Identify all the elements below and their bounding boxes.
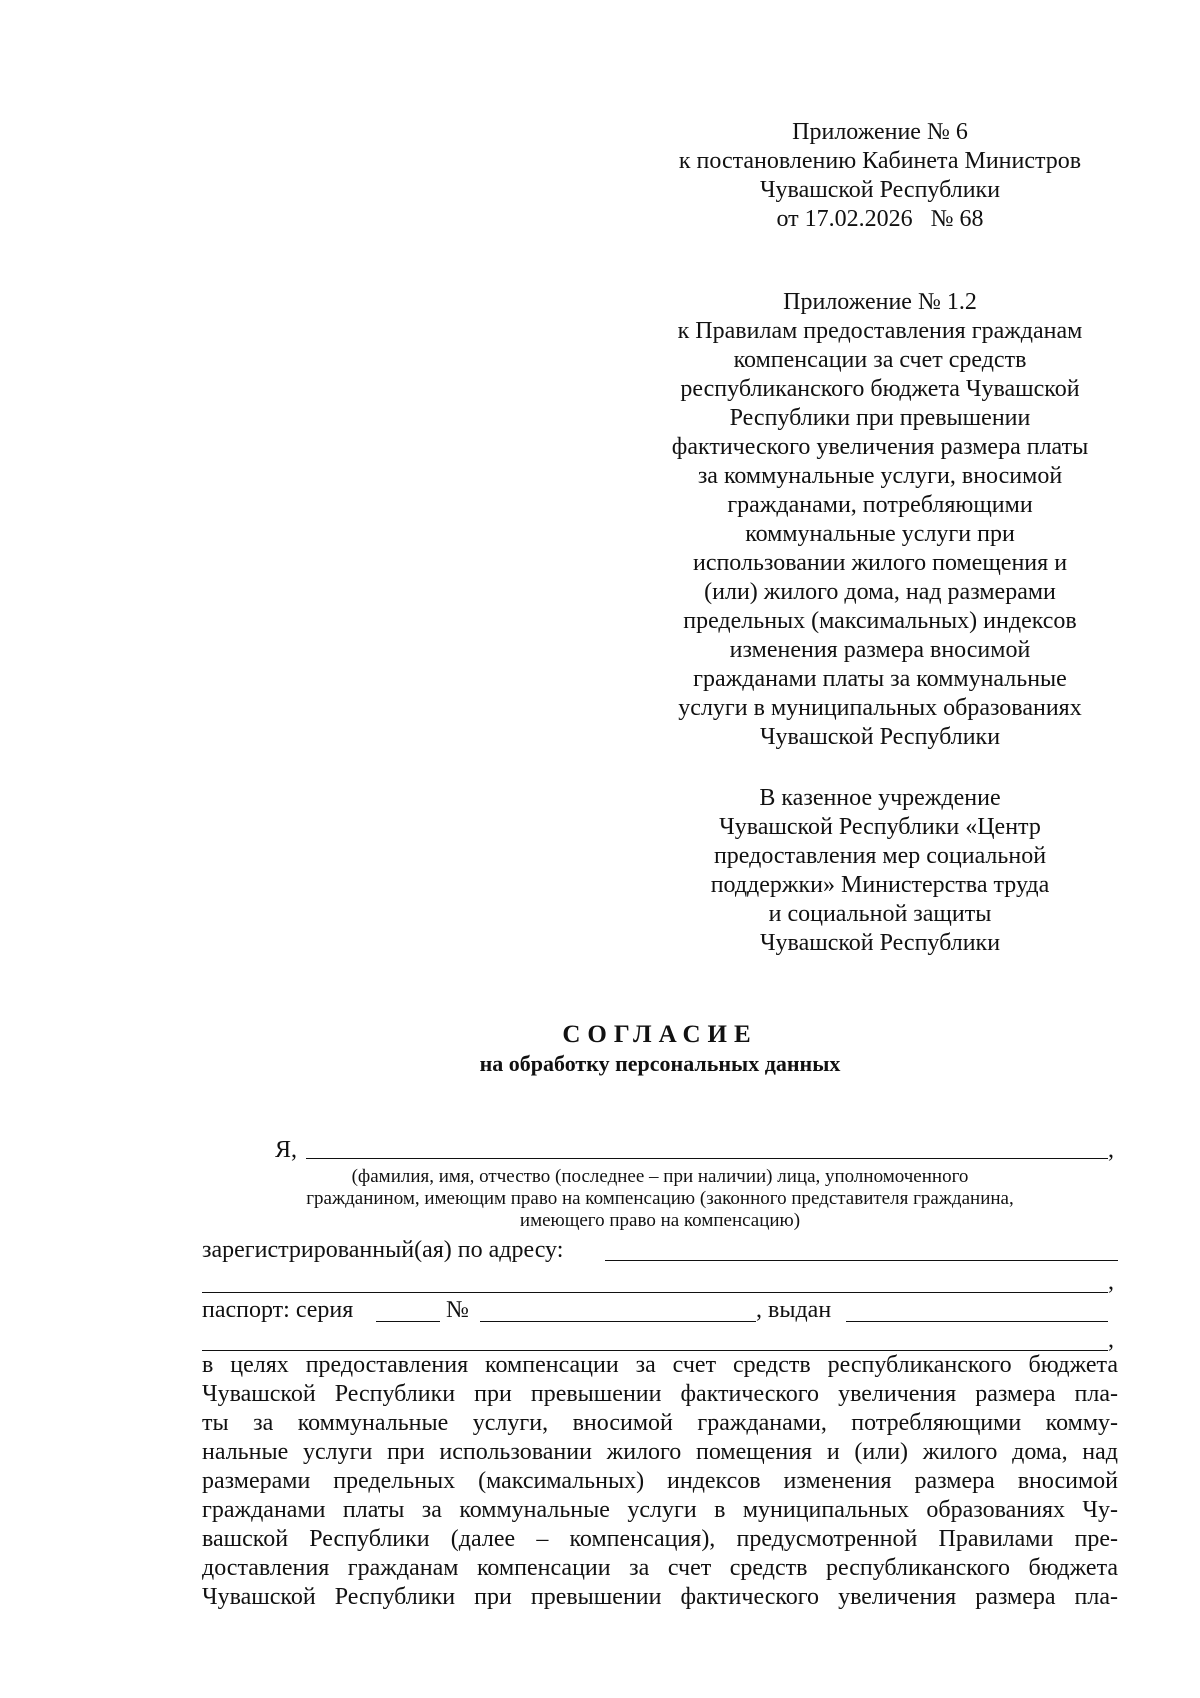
annex-1-2-line: гражданами, потребляющими xyxy=(727,492,1033,518)
hint-line: гражданином, имеющим право на компенсацию (законного представителя гражданина, xyxy=(306,1188,1014,1209)
annex-1-2-line: услуги в муниципальных образованиях xyxy=(678,695,1082,721)
annex-1-2-line: гражданами платы за коммунальные xyxy=(693,666,1067,692)
annex-6-header xyxy=(640,118,1120,234)
addressee-line: предоставления мер социальной xyxy=(713,843,1047,869)
annex-1-2-line: фактического увеличения размера платы xyxy=(671,434,1089,460)
comma-mark: , xyxy=(1108,1327,1114,1353)
annex-1-2-line: Республики при превышении xyxy=(729,405,1031,431)
body-line: доставления гражданам компенсации за счет средств республиканского бюджета xyxy=(202,1555,1118,1581)
annex-1-2-line: за коммунальные услуги, вносимой xyxy=(697,463,1063,489)
passport-series-field[interactable] xyxy=(376,1321,440,1322)
body-line: в целях предоставления компенсации за счет средств республиканского бюджета xyxy=(202,1352,1118,1378)
body-line: Чувашской Республики при превышении фактического увеличения размера пла- xyxy=(202,1381,1118,1407)
passport-number-label: № xyxy=(446,1297,469,1323)
document-title: СОГЛАСИЕ xyxy=(562,1021,758,1048)
body-line: ты за коммунальные услуги, вносимой гражданами, потребляющими комму- xyxy=(202,1410,1118,1436)
addressee-line: Чувашской Республики «Центр xyxy=(719,814,1041,840)
annex-1-2-header xyxy=(640,288,1120,752)
addressee-line: поддержки» Министерства труда xyxy=(710,872,1050,898)
annex-1-2-line: (или) жилого дома, над размерами xyxy=(704,579,1056,605)
annex-1-2-line: Приложение № 1.2 xyxy=(783,289,977,315)
comma-mark: , xyxy=(1108,1137,1114,1163)
annex-1-2-line: предельных (максимальных) индексов xyxy=(683,608,1077,634)
passport-issued-field[interactable] xyxy=(846,1321,1108,1322)
comma-mark: , xyxy=(1108,1269,1114,1295)
document-subtitle: на обработку персональных данных xyxy=(479,1051,841,1076)
passport-number-field[interactable] xyxy=(480,1321,756,1322)
address-continuation-field[interactable] xyxy=(202,1292,1108,1293)
passport-issued-label: , выдан xyxy=(756,1297,832,1323)
addressee-line: и социальной защиты xyxy=(768,901,992,927)
annex-6-line: от 17.02.2026 № 68 xyxy=(776,206,984,232)
addressee-block xyxy=(680,784,1080,958)
annex-6-line: Чувашской Республики xyxy=(759,177,1001,203)
annex-1-2-line: к Правилам предоставления гражданам xyxy=(677,318,1083,344)
body-line: размерами предельных (максимальных) индексов изменения размера вносимой xyxy=(202,1468,1118,1494)
annex-6-line: к постановлению Кабинета Министров xyxy=(678,148,1082,174)
annex-1-2-line: Чувашской Республики xyxy=(759,724,1001,750)
addressee-line: Чувашской Республики xyxy=(759,930,1001,956)
full-name-field[interactable] xyxy=(306,1158,1108,1159)
hint-line: имеющего право на компенсацию) xyxy=(519,1210,801,1231)
registered-address-field[interactable] xyxy=(605,1260,1118,1261)
i-label: Я, xyxy=(275,1137,298,1163)
addressee-line: В казенное учреждение xyxy=(759,785,1001,811)
body-line: нальные услуги при использовании жилого помещения и (или) жилого дома, над xyxy=(202,1439,1118,1465)
annex-1-2-line: использовании жилого помещения и xyxy=(692,550,1068,576)
consent-body-text xyxy=(202,1351,1118,1612)
annex-1-2-line: изменения размера вносимой xyxy=(729,637,1031,663)
annex-1-2-line: республиканского бюджета Чувашской xyxy=(680,376,1080,402)
body-line: гражданами платы за коммунальные услуги в муниципальных образованиях Чу- xyxy=(202,1497,1118,1523)
annex-1-2-line: компенсации за счет средств xyxy=(733,347,1027,373)
body-line: Чувашской Республики при превышении фактического увеличения размера пла- xyxy=(202,1584,1118,1610)
body-line: вашской Республики (далее – компенсация), предусмотренной Правилами пре- xyxy=(202,1526,1118,1552)
registered-address-label: зарегистрированный(ая) по адресу: xyxy=(202,1237,564,1263)
annex-6-line: Приложение № 6 xyxy=(792,119,968,145)
passport-series-label: паспорт: серия xyxy=(202,1297,354,1323)
full-name-hint xyxy=(200,1166,1120,1232)
hint-line: (фамилия, имя, отчество (последнее – при наличии) лица, уполномоченного xyxy=(351,1166,969,1187)
annex-1-2-line: коммунальные услуги при xyxy=(745,521,1015,547)
